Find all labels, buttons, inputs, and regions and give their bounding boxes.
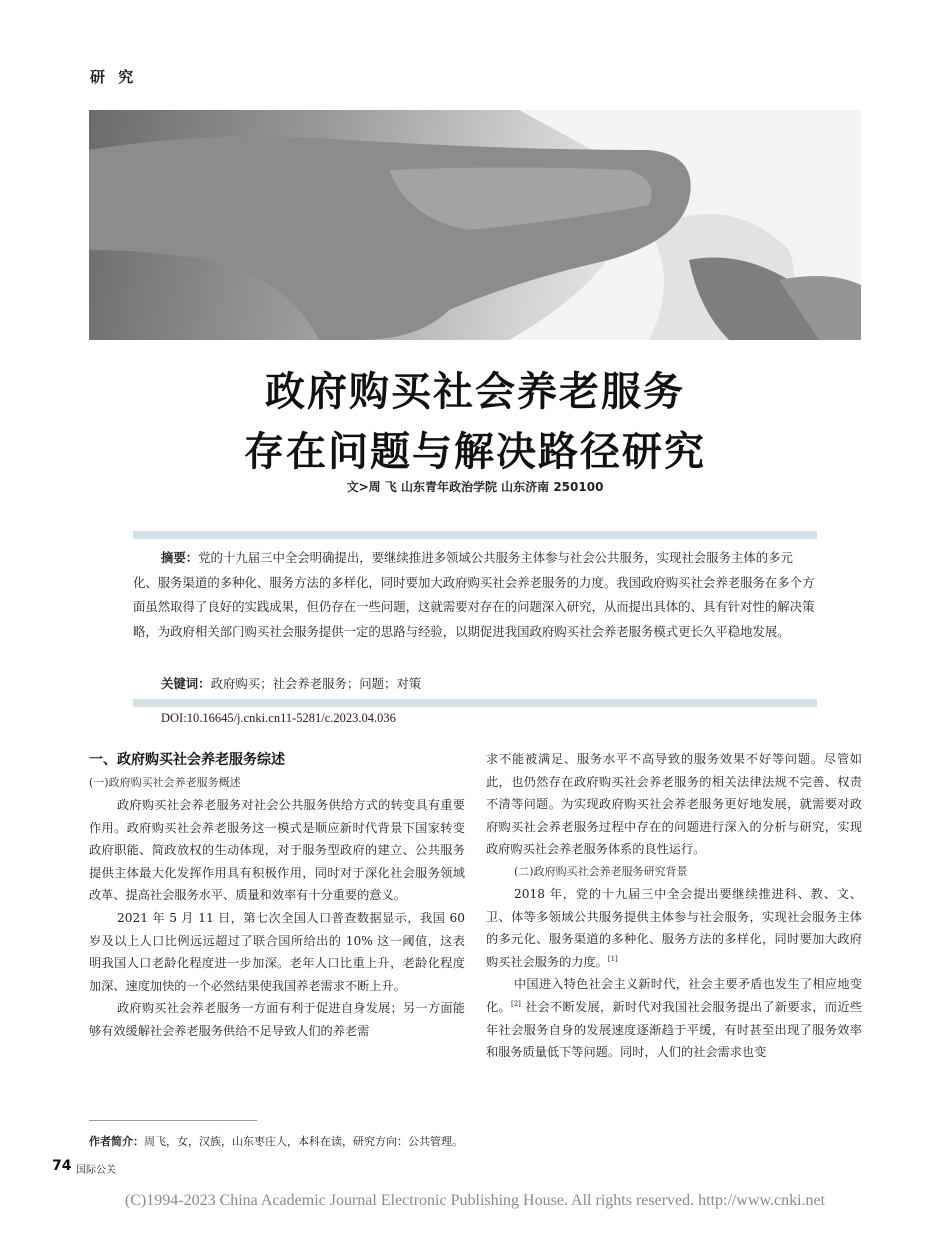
article-title-line-2: 存在问题与解决路径研究 — [244, 428, 706, 475]
paragraph: 政府购买社会养老服务对社会公共服务供给方式的转变具有重要作用。政府购买社会养老服务这一模式是顺应新时代背景下国家转变政府职能、简政放权的生动体现，对于服务型政府的建立、公共服务提供主体最大化发挥作用具有积极作用，同时对于深化社会服务领域改革、提高社会服务水平、质量和效率有十分重要的意义。 — [89, 798, 465, 903]
left-column — [89, 748, 465, 1043]
section-tag: 研 究 — [90, 68, 138, 86]
author-note — [89, 1133, 463, 1149]
keywords — [161, 674, 421, 692]
footnote-rule — [89, 1120, 257, 1121]
abstract-top-rule — [133, 531, 817, 539]
section-1-heading: 一、政府购买社会养老服务综述 — [89, 752, 285, 768]
abstract-text: 党的十九届三中全会明确提出，要继续推进多领域公共服务主体参与社会公共服务，实现社会服务主体的多元化、服务渠道的多种化、服务方法的多样化，同时要加大政府购买社会养老服务的力度。我国政府购买社会养老服务在多个方面虽然取得了良好的实践成果，但仍存在一些问题，这就需要对存在的问题深入研究，从而提出具体的、具有针对性的解决策略，为政府相关部门购买社会服务提供一定的思路与经验，以期促进我国政府购买社会养老服务模式更长久平稳地发展。 — [133, 550, 815, 639]
abstract — [133, 546, 817, 644]
citation-ref: [1] — [607, 954, 618, 963]
hero-photo-illustration — [89, 110, 861, 340]
subsection-1-heading: (一)政府购买社会养老服务概述 — [89, 776, 241, 789]
paragraph-text: 中国进入特色社会主义新时代，社会主要矛盾也发生了相应地变化。 — [486, 977, 862, 1014]
keywords-text: 政府购买；社会养老服务；问题；对策 — [210, 676, 422, 691]
citation-ref: [2] — [510, 999, 521, 1008]
keywords-label: 关键词： — [161, 676, 211, 691]
author-note-label: 作者简介： — [89, 1135, 144, 1148]
page-number: 74 — [52, 1158, 72, 1174]
paragraph — [486, 973, 862, 1063]
paragraph: 政府购买社会养老服务一方面有利于促进自身发展；另一方面能够有效缓解社会养老服务供给不足导致人们的养老需 — [89, 1001, 465, 1038]
journal-name: 国际公关 — [76, 1165, 116, 1176]
author-note-text: 周飞，女，汉族，山东枣庄人，本科在读，研究方向：公共管理。 — [144, 1135, 463, 1148]
paragraph: 求不能被满足、服务水平不高导致的服务效果不好等问题。尽管如此，也仍然存在政府购买社会养老服务的相关法律法规不完善、权责不清等问题。为实现政府购买社会养老服务更好地发展，就需要对政府购买社会养老服务过程中存在的问题进行深入的分析与研究，实现政府购买社会养老服务体系的良性运行。 — [486, 752, 862, 857]
right-column — [486, 748, 862, 1064]
paragraph-text: 2018 年，党的十九届三中全会提出要继续推进科、教、文、卫、体等多领域公共服务提供主体参与社会服务，实现社会服务主体的多元化、服务渠道的多种化、服务方法的多样化，同时要加大政府购买社会服务的力度。 — [486, 886, 862, 969]
article-title-line-1: 政府购买社会养老服务 — [265, 368, 685, 415]
byline: 文>周 飞 山东青年政治学院 山东济南 250100 — [346, 480, 604, 494]
hero-photo — [89, 110, 861, 340]
abstract-bottom-rule — [133, 699, 817, 707]
copyright-notice: (C)1994-2023 China Academic Journal Electronic Publishing House. All rights reserved. http://www.cnki.net — [124, 1192, 826, 1209]
paragraph — [486, 883, 862, 973]
subsection-2-heading: (二)政府购买社会养老服务研究背景 — [514, 864, 688, 878]
paragraph: 2021 年 5 月 11 日，第七次全国人口普查数据显示，我国 60 岁及以上人口比例远远超过了联合国所给出的 10% 这一阈值，这表明我国人口老龄化程度进一步加深。老年人口比重上升，老龄化程度加深、速度加快的一个必然结果使我国养老需求不断上升。 — [89, 910, 465, 993]
doi: DOI:10.16645/j.cnki.cn11-5281/c.2023.04.036 — [161, 711, 396, 725]
paragraph-text: 社会不断发展，新时代对我国社会服务提出了新要求，而近些年社会服务自身的发展速度逐渐趋于平缓，有时甚至出现了服务效率和服务质量低下等问题。同时，人们的社会需求也变 — [486, 999, 863, 1060]
abstract-label: 摘要： — [161, 550, 199, 565]
